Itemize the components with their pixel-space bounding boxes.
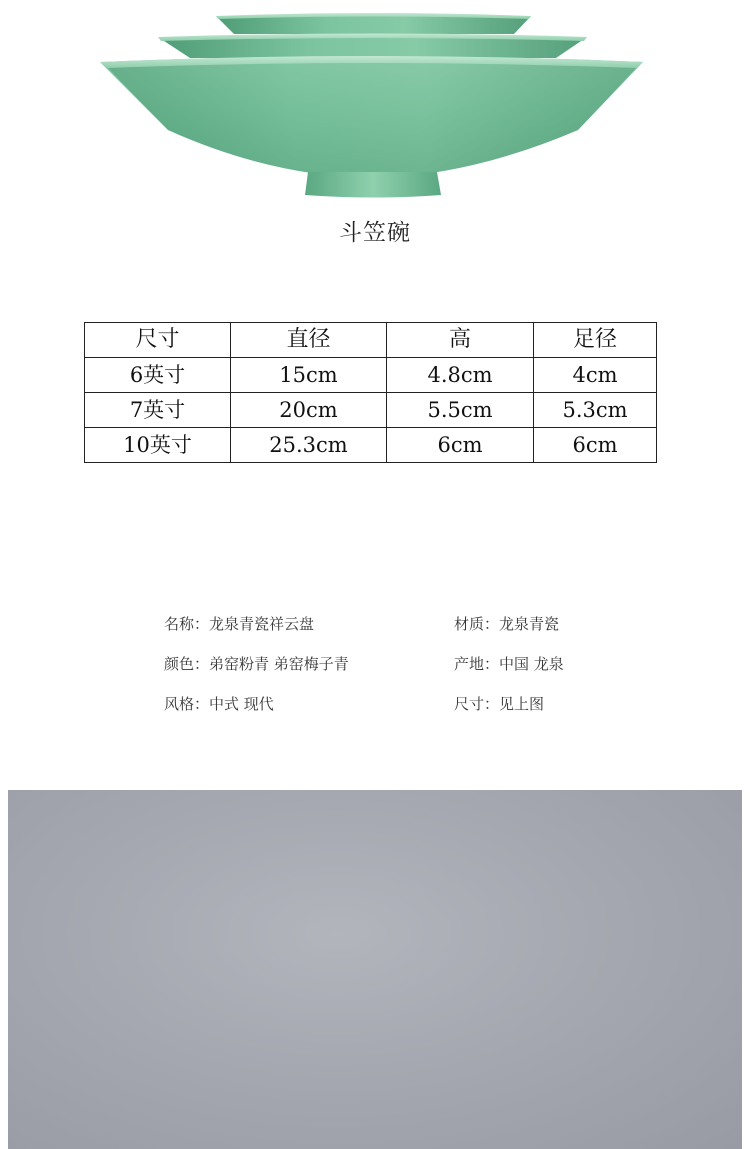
size-table [84, 322, 657, 463]
table-cell: 4cm [534, 358, 657, 393]
table-row [85, 358, 657, 393]
table-row [85, 428, 657, 463]
spec-label: 风格： [164, 695, 210, 713]
spec-value: 龙泉青瓷 [499, 615, 560, 633]
table-cell: 6cm [387, 428, 534, 463]
table-cell: 5.5cm [387, 393, 534, 428]
product-caption: 斗笠碗 [339, 220, 411, 246]
table-cell: 20cm [231, 393, 387, 428]
table-cell: 10英寸 [85, 428, 231, 463]
table-cell: 5.3cm [534, 393, 657, 428]
spec-style [164, 693, 274, 714]
spec-value: 龙泉青瓷祥云盘 [209, 615, 315, 633]
spec-label: 尺寸： [454, 695, 500, 713]
spec-name [164, 613, 314, 634]
table-cell: 15cm [231, 358, 387, 393]
header-cell-diameter: 直径 [231, 323, 387, 358]
header-cell-size: 尺寸 [85, 323, 231, 358]
table-header-row [85, 323, 657, 358]
table-cell: 7英寸 [85, 393, 231, 428]
spec-value: 中国 龙泉 [499, 655, 564, 673]
table-cell: 25.3cm [231, 428, 387, 463]
spec-value: 弟窑粉青 弟窑梅子青 [209, 655, 349, 673]
gray-backdrop-image [8, 790, 742, 1149]
table-cell: 6英寸 [85, 358, 231, 393]
table-cell: 6cm [534, 428, 657, 463]
spec-label: 颜色： [164, 655, 210, 673]
medium-bowl [158, 34, 587, 59]
header-cell-height: 高 [387, 323, 534, 358]
spec-value: 见上图 [499, 695, 545, 713]
spec-label: 材质： [454, 615, 500, 633]
small-bowl [216, 13, 531, 34]
spec-label: 产地： [454, 655, 500, 673]
spec-label: 名称： [164, 615, 210, 633]
spec-value: 中式 现代 [209, 695, 274, 713]
celadon-bowls-image [0, 0, 750, 205]
table-row [85, 393, 657, 428]
spec-origin [454, 653, 564, 674]
spec-color [164, 653, 349, 674]
header-cell-foot-diameter: 足径 [534, 323, 657, 358]
large-bowl [100, 56, 643, 198]
spec-material [454, 613, 559, 634]
spec-size [454, 693, 544, 714]
table-cell: 4.8cm [387, 358, 534, 393]
